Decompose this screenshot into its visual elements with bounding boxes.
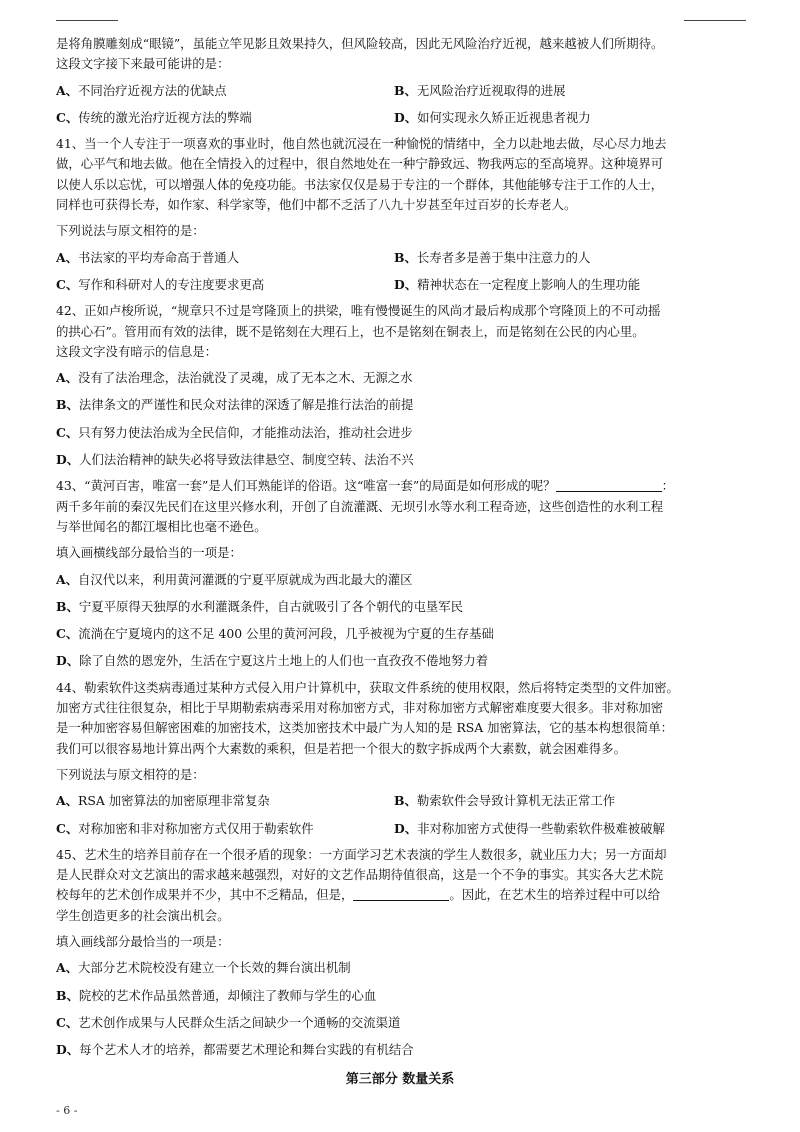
passage-line: 是一种加密容易但解密困难的加密技术，这类加密技术中最广为人知的是 RSA 加密算法，它的基本构想很简单： [56, 720, 674, 736]
question-stem: 下列说法与原文相符的是： [56, 766, 205, 782]
option-a[interactable]: A、书法家的平均寿命高于普通人 [56, 249, 240, 265]
question-stem: 这段文字接下来最可能讲的是： [56, 56, 230, 72]
option-c[interactable]: C、传统的激光治疗近视方法的弊端 [56, 109, 252, 125]
option-d[interactable]: D、非对称加密方式使得一些勒索软件极难被破解 [394, 820, 665, 836]
option-d[interactable]: D、除了自然的恩宠外，生活在宁夏这片土地上的人们也一直孜孜不倦地努力着 [56, 653, 489, 669]
passage-line: 加密方式往往很复杂，相比于早期勒索病毒采用对称加密方式，非对称加密方式解密难度要大很多。非对称加密 [56, 700, 664, 716]
option-d[interactable]: D、如何实现永久矫正近视患者视力 [394, 109, 591, 125]
option-c[interactable]: C、艺术创作成果与人民群众生活之间缺少一个通畅的交流渠道 [56, 1014, 401, 1030]
option-c[interactable]: C、对称加密和非对称加密方式仅用于勒索软件 [56, 820, 314, 836]
page-content [56, 34, 748, 1066]
question-stem: 填入画横线部分最恰当的一项是： [56, 545, 242, 561]
option-d[interactable]: D、每个艺术人才的培养，都需要艺术理论和舞台实践的有机结合 [56, 1042, 414, 1058]
option-grid [56, 248, 748, 296]
question-42 [56, 301, 748, 470]
passage-line: 是将角膜雕刻成“眼镜”，虽能立竿见影且效果持久，但风险较高，因此无风险治疗近视，越来越被人们所期待。 [56, 36, 664, 51]
option-list [56, 958, 748, 1060]
option-a[interactable]: A、RSA 加密算法的加密原理非常复杂 [56, 793, 270, 809]
option-b[interactable]: B、勒索软件会导致计算机无法正常工作 [394, 793, 616, 809]
header-rule-left [56, 20, 118, 21]
option-a[interactable]: A、没有了法治理念，法治就没了灵魂，成了无本之木、无源之水 [56, 370, 413, 386]
passage-line: 是人民群众对文艺演出的需求越来越强烈，对好的文艺作品期待值很高，这是一个不争的事实。其实各大艺术院 [56, 867, 664, 883]
option-a[interactable]: A、自汉代以来，利用黄河灌溉的宁夏平原就成为西北最大的灌区 [56, 571, 413, 587]
passage-line: 两千多年前的秦汉先民们在这里兴修水利，开创了自流灌溉、无坝引水等水利工程奇迹，这些创造性的水利工程 [56, 498, 664, 514]
question-40-continued [56, 34, 748, 128]
option-c[interactable]: C、流淌在宁夏境内的这不足 400 公里的黄河河段，几乎被视为宁夏的生存基础 [56, 626, 494, 642]
passage-line: 同样也可获得长寿，如作家、科学家等，他们中都不乏活了八九十岁甚至年过百岁的长寿老人。 [56, 197, 577, 213]
passage-line: 我们可以很容易地计算出两个大素数的乘积，但是若把一个很大的数字拆成两个大素数，就会困难得多。 [56, 740, 626, 756]
question-stem: 填入画线部分最恰当的一项是： [56, 933, 230, 949]
passage-line: 学生创造更多的社会演出机会。 [56, 907, 230, 923]
passage-line: 43、“黄河百害，唯富一套”是人们耳熟能详的俗语。这“唯富一套”的局面是如何形成的呢？ ： [56, 478, 674, 494]
question-41 [56, 134, 748, 295]
fill-blank [353, 888, 449, 901]
option-d[interactable]: D、人们法治精神的缺失必将导致法律悬空、制度空转、法治不兴 [56, 452, 414, 468]
passage-line: 41、当一个人专注于一项喜欢的事业时，他自然也就沉浸在一种愉悦的情绪中，全力以赴地去做，尽心尽力地去 [56, 136, 667, 152]
fill-blank [556, 479, 662, 492]
option-a[interactable]: A、不同治疗近视方法的优缺点 [56, 82, 227, 98]
question-stem: 这段文字没有暗示的信息是： [56, 343, 218, 359]
passage-line: 的拱心石”。管用而有效的法律，既不是铭刻在大理石上，也不是铭刻在铜表上，而是铭刻在公民的内心里。 [56, 323, 645, 339]
option-b[interactable]: B、院校的艺术作品虽然普通，却倾注了教师与学生的心血 [56, 987, 377, 1003]
option-c[interactable]: C、只有努力使法治成为全民信仰，才能推动法治，推动社会进步 [56, 424, 413, 440]
question-stem: 下列说法与原文相符的是： [56, 223, 205, 239]
option-b[interactable]: B、无风险治疗近视取得的进展 [394, 82, 566, 98]
option-d[interactable]: D、精神状态在一定程度上影响人的生理功能 [394, 276, 641, 292]
option-list [56, 368, 748, 470]
option-grid [56, 81, 748, 129]
option-b[interactable]: B、宁夏平原得天独厚的水利灌溉条件，自古就吸引了各个朝代的屯垦军民 [56, 598, 463, 614]
question-43 [56, 476, 748, 671]
page-number: - 6 - [56, 1104, 78, 1117]
header-rule-right [684, 20, 746, 21]
section-title: 第三部分 数量关系 [345, 1072, 455, 1087]
option-grid [56, 791, 748, 839]
passage-line: 以使人乐以忘忧，可以增强人体的免疫功能。书法家仅仅是易于专注的一个群体，其他能够专注于工作的人士， [56, 176, 664, 192]
option-b[interactable]: B、法律条文的严谨性和民众对法律的深透了解是推行法治的前提 [56, 397, 414, 413]
passage-line: 校每年的艺术创作成果并不少，其中不乏精品，但是， 。因此，在艺术生的培养过程中可以给 [56, 887, 661, 903]
question-44 [56, 678, 748, 839]
passage-line: 做，心平气和地去做。他在全情投入的过程中，很自然地处在一种宁静致远、物我两忘的至高境界。这种境界可 [56, 156, 664, 172]
question-45 [56, 845, 748, 1061]
passage-line: 42、正如卢梭所说，“规章只不过是穹隆顶上的拱梁，唯有慢慢诞生的风尚才最后构成那个穹隆顶上的不可动摇 [56, 303, 661, 319]
option-a[interactable]: A、大部分艺术院校没有建立一个长效的舞台演出机制 [56, 960, 351, 976]
option-c[interactable]: C、写作和科研对人的专注度要求更高 [56, 276, 265, 292]
option-list [56, 570, 748, 672]
option-b[interactable]: B、长寿者多是善于集中注意力的人 [394, 249, 591, 265]
passage-line: 与举世闻名的都江堰相比也毫不逊色。 [56, 518, 267, 534]
passage-line: 45、艺术生的培养目前存在一个很矛盾的现象：一方面学习艺术表演的学生人数很多，就业压力大；另一方面却 [56, 846, 667, 862]
passage-line: 44、勒索软件这类病毒通过某种方式侵入用户计算机中，获取文件系统的使用权限，然后将特定类型的文件加密。 [56, 679, 679, 695]
